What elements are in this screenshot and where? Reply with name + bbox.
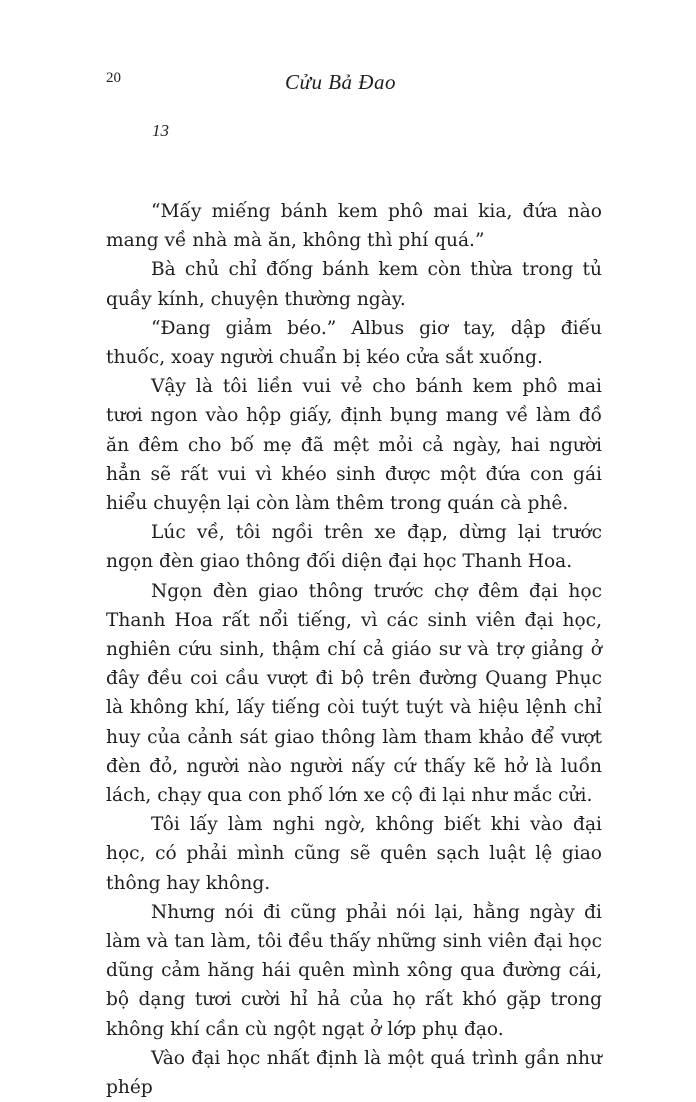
page-number: 20 <box>106 70 121 86</box>
paragraph: Vào đại học nhất định là một quá trình gần như phép <box>106 1047 602 1099</box>
paragraph: Vậy là tôi liền vui vẻ cho bánh kem phô mai tươi ngon vào hộp giấy, định bụng mang về làm đồ ăn đêm cho bố mẹ đã mệt mỏi cả ngày, hai người hẳn sẽ rất vui vì khéo sinh được một đứa con gái hiểu chuyện lại còn làm thêm trong quán cà phê. <box>106 376 602 515</box>
paragraph: Tôi lấy làm nghi ngờ, không biết khi vào đại học, có phải mình cũng sẽ quên sạch luật lệ giao thông hay không. <box>106 814 602 894</box>
running-title: Cửu Bả Đao <box>285 70 396 94</box>
paragraph: “Đang giảm béo.” Albus giơ tay, dập điếu thuốc, xoay người chuẩn bị kéo cửa sắt xuống. <box>106 317 602 369</box>
paragraph: Bà chủ chỉ đống bánh kem còn thừa trong tủ quầy kính, chuyện thường ngày. <box>106 259 602 310</box>
paragraph: Lúc về, tôi ngồi trên xe đạp, dừng lại trước ngọn đèn giao thông đối diện đại học Thanh Hoa. <box>106 522 602 573</box>
paragraph: Ngọn đèn giao thông trước chợ đêm đại học Thanh Hoa rất nổi tiếng, vì các sinh viên đại học, nghiên cứu sinh, thậm chí cả giáo sư và trợ giảng ở đây đều coi cầu vượt đi bộ trên đường Quang Phục là không khí, lấy tiếng còi tuýt tuýt và hiệu lệnh chỉ huy của cảnh sát giao thông làm tham khảo để vượt đèn đỏ, người nào người nấy cứ thấy kẽ hở là luồn lách, chạy qua con phố lớn xe cộ đi lại như mắc cửi. <box>106 580 602 807</box>
paragraph: Nhưng nói đi cũng phải nói lại, hằng ngày đi làm và tan làm, tôi đều thấy những sinh viên đại học dũng cảm hăng hái quên mình xông qua đường cái, bộ dạng tươi cười hỉ hả của họ rất khó gặp trong không khí cần cù ngột ngạt ở lớp phụ đạo. <box>106 901 602 1040</box>
body-text <box>106 197 602 1102</box>
chapter-number: 13 <box>152 121 169 140</box>
paragraph: “Mấy miếng bánh kem phô mai kia, đứa nào mang về nhà mà ăn, không thì phí quá.” <box>106 201 602 252</box>
